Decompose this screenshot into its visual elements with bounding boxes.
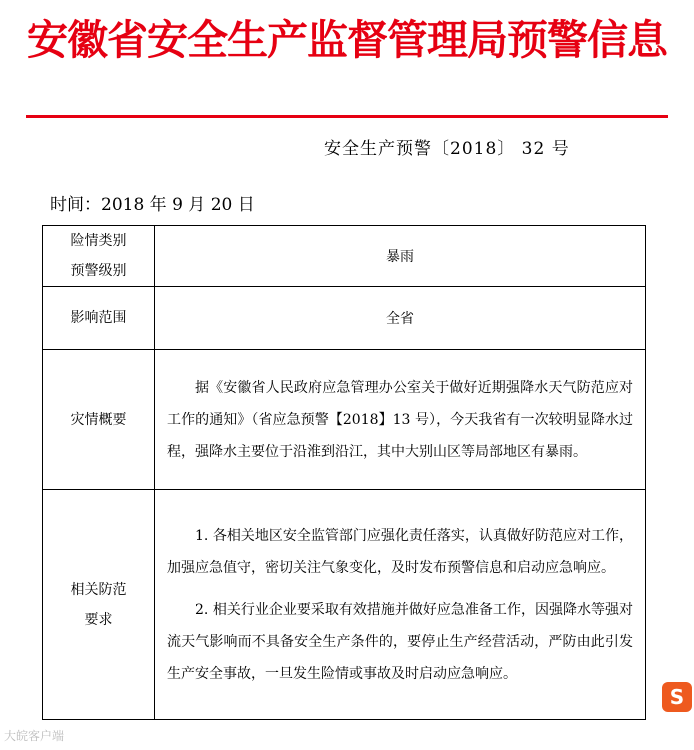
scope-label: 影响范围 <box>70 310 127 326</box>
sogou-logo-icon: S <box>662 682 692 712</box>
title-divider <box>26 115 668 118</box>
document-number: 安全生产预警〔2018〕 32 号 <box>324 139 570 159</box>
warning-level-label: 预警级别 <box>70 263 127 279</box>
overview-paragraph: 据《安徽省人民政府应急管理办公室关于做好近期强降水天气防范应对工作的通知》（省应急预警【2018】13 号），今天我省有一次较明显降水过程，强降水主要位于沿淮到沿江，其中大别山区等局部地区有暴雨。 <box>167 379 633 460</box>
scope-label-cell <box>43 287 155 350</box>
category-value-cell <box>155 226 646 287</box>
scope-value-cell <box>155 287 646 350</box>
overview-text-cell <box>155 350 646 490</box>
overview-label-cell <box>43 350 155 490</box>
measures-label-cell <box>43 490 155 720</box>
warning-info-table <box>42 225 646 720</box>
issue-date: 时间：2018 年 9 月 20 日 <box>50 195 255 215</box>
document-title: 安徽省安全生产监督管理局预警信息 <box>27 16 667 64</box>
measures-label-requirement: 要求 <box>84 611 113 628</box>
measure-spacer <box>167 584 633 594</box>
scope-value: 全省 <box>386 311 414 327</box>
measures-text-cell <box>155 490 646 720</box>
table-row-measures <box>43 490 646 720</box>
table-row-scope <box>43 287 646 350</box>
category-label: 险情类别 <box>70 233 127 249</box>
category-label-cell <box>43 226 155 287</box>
measure-item-2: 2. 相关行业企业要采取有效措施并做好应急准备工作，因强降水等强对流天气影响而不具备安全生产条件的，要停止生产经营活动，严防由此引发生产安全事故，一旦发生险情或事故及时启动应急响应。 <box>167 601 633 682</box>
measure-item-1: 1. 各相关地区安全监管部门应强化责任落实，认真做好防范应对工作，加强应急值守，密切关注气象变化，及时发布预警信息和启动应急响应。 <box>167 527 633 576</box>
table-row-category <box>43 226 646 287</box>
category-value: 暴雨 <box>386 249 414 265</box>
measures-label: 相关防范 <box>70 581 127 598</box>
source-watermark: 大皖客户端 <box>4 729 65 743</box>
overview-label: 灾情概要 <box>70 411 127 428</box>
table-row-overview <box>43 350 646 490</box>
